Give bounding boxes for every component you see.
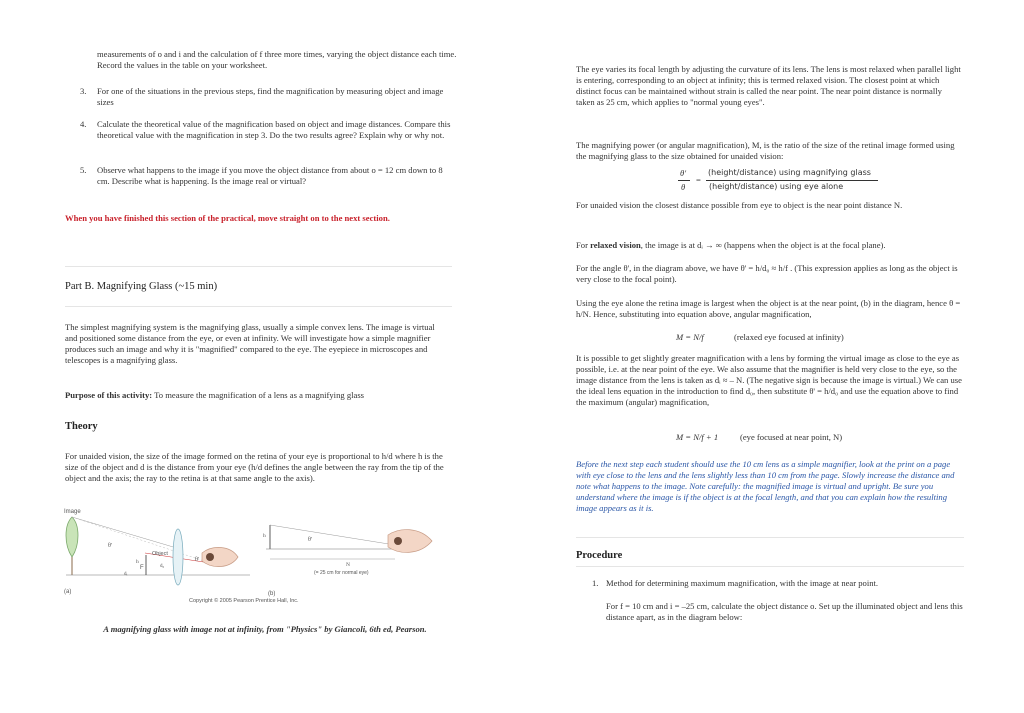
magnifying-power-paragraph: The magnifying power (or angular magnification), M, is the ratio of the size of the retinal image formed using the magnifying glass to the size obtained for unaided vision:	[576, 140, 955, 161]
eye-icon	[388, 530, 432, 553]
intro-paragraph: measurements of o and i and the calculation of f three more times, varying the object distance each time. Record the values in the table on your worksheet.	[97, 49, 457, 70]
equation-near-point: M = N/f + 1	[676, 432, 719, 442]
fraction-bar	[706, 180, 878, 181]
relaxed-suffix: , the image is at dᵢ → ∞ (happens when the object is at the focal plane).	[640, 240, 886, 250]
theory-paragraph: For unaided vision, the size of the image formed on the retina of your eye is proportional to h/d where h is the size of the object and d is the distance from your eye (h/d defines the angle between the ray from the tip of the object and the axis; the ray to the retina is at that same angle to the axis).	[65, 451, 444, 483]
step-1-number: 1.	[592, 578, 599, 588]
section-divider	[65, 306, 452, 307]
purpose-text: To measure the magnification of a lens as a magnifying glass	[152, 390, 365, 400]
right-column	[512, 0, 1024, 713]
normal-eye-label: (= 25 cm for normal eye)	[314, 570, 369, 576]
do-label: d₀	[160, 564, 165, 569]
unaided-vision-paragraph: For unaided vision the closest distance possible from eye to object is the near point distance N.	[576, 200, 903, 210]
equation-near-point-note: (eye focused at near point, N)	[740, 432, 843, 442]
step-1-text: Method for determining maximum magnification, with the image at near point.	[606, 578, 879, 588]
equation-relaxed-note: (relaxed eye focused at infinity)	[734, 332, 844, 342]
object-label: Object	[152, 551, 168, 557]
panel-b-label: (b)	[268, 591, 276, 597]
n-label: N	[346, 562, 350, 568]
pre-step-instructions: Before the next step each student should use the 10 cm lens as a simple magnifier, look at the print on a page with eye close to the lens and the lens slightly less than 10 cm from the page. Slowly increase the distance and note what happens to the image. Note carefully: the magnified image is virtual and upright. Be sure you understand where the image is if the object is at the focal length, and that you can explain how the resulting image appears as it is.	[576, 459, 955, 513]
h-label: h	[136, 559, 139, 565]
tree-image-icon	[66, 517, 78, 575]
ratio-numerator: (height/distance) using magnifying glass	[708, 168, 871, 177]
angle-paragraph: For the angle θ', in the diagram above, we have θ' = h/d₀ ≈ h/f . (This expression applies as long as the object is very close to the focal point).	[576, 263, 958, 284]
item-4-text: Calculate the theoretical value of the magnification based on object and image distances. Compare this theoretical value with the magnification in step 3. Do the two results agree? Explain why or why not.	[97, 119, 451, 140]
eye-focal-paragraph: The eye varies its focal length by adjusting the curvature of its lens. The lens is most relaxed when parallel light is entering, corresponding to an object at infinity; this is termed relaxed vision. The closest point at which distinct focus can be maintained without strain is called the near point. The near point distance is normally taken as 25 cm, which applies to "normal young eyes".	[576, 64, 961, 107]
item-5-number: 5.	[80, 165, 87, 175]
relaxed-vision-line	[576, 240, 962, 251]
section-divider	[65, 266, 452, 267]
figure-caption: A magnifying glass with image not at infinity, from "Physics" by Giancoli, 6th ed, Pearson.	[103, 624, 427, 634]
fraction-bar	[678, 180, 690, 181]
equation-relaxed: M = N/f	[676, 332, 704, 342]
convex-lens-icon	[173, 529, 183, 585]
h2-label: h	[263, 533, 266, 539]
item-5-text: Observe what happens to the image if you move the object distance from about o = 12 cm down to 8 cm. Describe what is happening. Is the image real or virtual?	[97, 165, 443, 186]
item-3-text: For one of the situations in the previous steps, find the magnification by measuring object and image sizes	[97, 86, 444, 107]
magnifier-diagram	[60, 505, 440, 605]
focal-point-label: F	[140, 565, 144, 571]
theta-label: θ'	[195, 557, 199, 563]
panel-a-label: (a)	[64, 589, 72, 595]
part-b-heading: Part B. Magnifying Glass (~15 min)	[65, 281, 218, 292]
step-1-detail: For f = 10 cm and i = –25 cm, calculate the object distance o. Set up the illuminated object and lens this distance apart, as in the diagram below:	[606, 601, 963, 622]
procedure-heading: Procedure	[576, 550, 623, 561]
theta-denominator: θ	[681, 182, 686, 192]
copyright-notice: Copyright © 2005 Pearson Prentice Hall, Inc.	[189, 598, 299, 604]
item-3-number: 3.	[80, 86, 87, 96]
near-point-paragraph: It is possible to get slightly greater magnification with a lens by forming the virtual image as close to the eye as possible, i.e. at the near point of the eye. We also assume that the magnifier is held very close to the eye, so the image distance from the lens is taken as dᵢ ≈ – N. (The negative sign is because the image is virtual.) We can use the ideal lens equation in the introduction to find d₀, then substitute θ' = h/d₀ and use the equation above to find the maximum (angular) magnification,	[576, 353, 962, 407]
eye-icon	[202, 547, 238, 566]
purpose-line	[65, 390, 447, 401]
image-label: Image	[64, 509, 81, 515]
relaxed-vision-term: relaxed vision	[590, 240, 641, 250]
eye-alone-paragraph: Using the eye alone the retina image is largest when the object is at the near point, (b) in the diagram, hence θ = h/N. Hence, substituting into equation above, angular magnification,	[576, 298, 961, 319]
theta-prime-label: θ'	[108, 543, 112, 549]
section-divider	[576, 566, 964, 567]
purpose-label: Purpose of this activity:	[65, 390, 153, 400]
finished-note: When you have finished this section of the practical, move straight on to the next section.	[65, 213, 390, 223]
di-label: dᵢ	[124, 572, 128, 577]
theta-b-label: θ'	[308, 537, 312, 543]
section-divider	[576, 537, 964, 538]
magnifier-intro-paragraph: The simplest magnifying system is the magnifying glass, usually a simple convex lens. The image is virtual and positioned some distance from the eye, or even at infinity. We will investigate how a simple magnifier produces such an image and why it is "magnified" compared to the eye. The eyepiece in microscopes and telescopes is a magnifying glass.	[65, 322, 435, 365]
theory-heading: Theory	[65, 421, 98, 432]
ratio-denominator: (height/distance) using eye alone	[709, 182, 844, 191]
item-4-number: 4.	[80, 119, 87, 129]
relaxed-prefix: For	[576, 240, 591, 250]
theta-prime-numerator: θ'	[680, 168, 687, 178]
equals-sign: =	[696, 175, 701, 185]
